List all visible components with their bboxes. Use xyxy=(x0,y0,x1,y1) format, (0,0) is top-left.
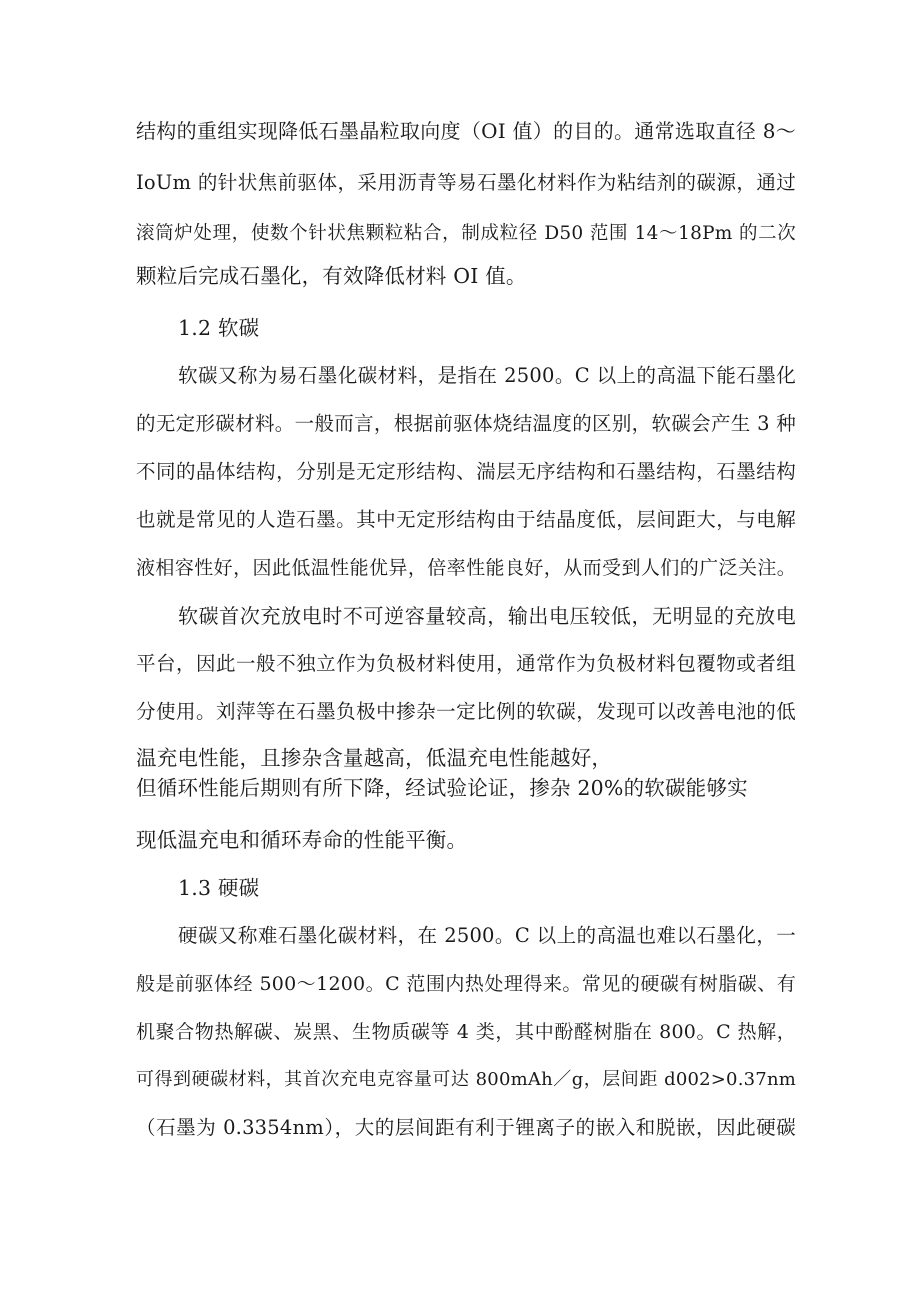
paragraph-line: 平台，因此一般不独立作为负极材料使用，通常作为负极材料包覆物或者组 xyxy=(136,652,796,675)
paragraph-line: IoUm 的针状焦前驱体，采用沥青等易石墨化材料作为粘结剂的碳源，通过 xyxy=(136,171,796,194)
paragraph-line: 但循环性能后期则有所下降，经试验论证，掺杂 20%的软碳能够实 xyxy=(136,776,748,800)
section-heading-soft-carbon: 1.2 软碳 xyxy=(178,316,260,340)
paragraph-line: 软碳首次充放电时不可逆容量较高，输出电压较低，无明显的充放电 xyxy=(178,604,796,628)
paragraph-line: 也就是常见的人造石墨。其中无定形结构由于结晶度低，层间距大，与电解 xyxy=(136,508,796,531)
paragraph-line: 颗粒后完成石墨化，有效降低材料 OI 值。 xyxy=(136,264,527,288)
paragraph-line: 软碳又称为易石墨化碳材料，是指在 2500。C 以上的高温下能石墨化 xyxy=(178,364,796,387)
paragraph-line: （石墨为 0.3354nm），大的层间距有利于锂离子的嵌入和脱嵌，因此硬碳 xyxy=(136,1116,796,1139)
paragraph-line: 液相容性好，因此低温性能优异，倍率性能良好，从而受到人们的广泛关注。 xyxy=(136,557,796,579)
paragraph-line: 的无定形碳材料。一般而言，根据前驱体烧结温度的区别，软碳会产生 3 种 xyxy=(136,412,796,435)
paragraph-line: 滚筒炉处理，使数个针状焦颗粒粘合，制成粒径 D50 范围 14～18Pm 的二次 xyxy=(136,223,796,244)
paragraph-line: 结构的重组实现降低石墨晶粒取向度（OI 值）的目的。通常选取直径 8～ xyxy=(136,119,796,143)
paragraph-line: 现低温充电和循环寿命的性能平衡。 xyxy=(136,828,468,852)
paragraph-line: 机聚合物热解碳、炭黑、生物质碳等 4 类，其中酚醛树脂在 800。C 热解， xyxy=(136,1021,796,1043)
paragraph-line: 般是前驱体经 500～1200。C 范围内热处理得来。常见的硬碳有树脂碳、有 xyxy=(136,973,796,995)
paragraph-line: 硬碳又称难石墨化碳材料，在 2500。C 以上的高温也难以石墨化，一 xyxy=(178,924,796,947)
paragraph-line: 不同的晶体结构，分别是无定形结构、湍层无序结构和石墨结构，石墨结构 xyxy=(136,460,796,483)
paragraph-line: 可得到硬碳材料，其首次充电克容量可达 800mAh／g，层间距 d002>0.37nm xyxy=(136,1069,796,1090)
paragraph-line: 温充电性能，且掺杂含量越高，低温充电性能越好， xyxy=(136,746,613,770)
paragraph-line: 分使用。刘萍等在石墨负极中掺杂一定比例的软碳，发现可以改善电池的低 xyxy=(136,700,796,723)
section-heading-hard-carbon: 1.3 硬碳 xyxy=(178,876,260,900)
